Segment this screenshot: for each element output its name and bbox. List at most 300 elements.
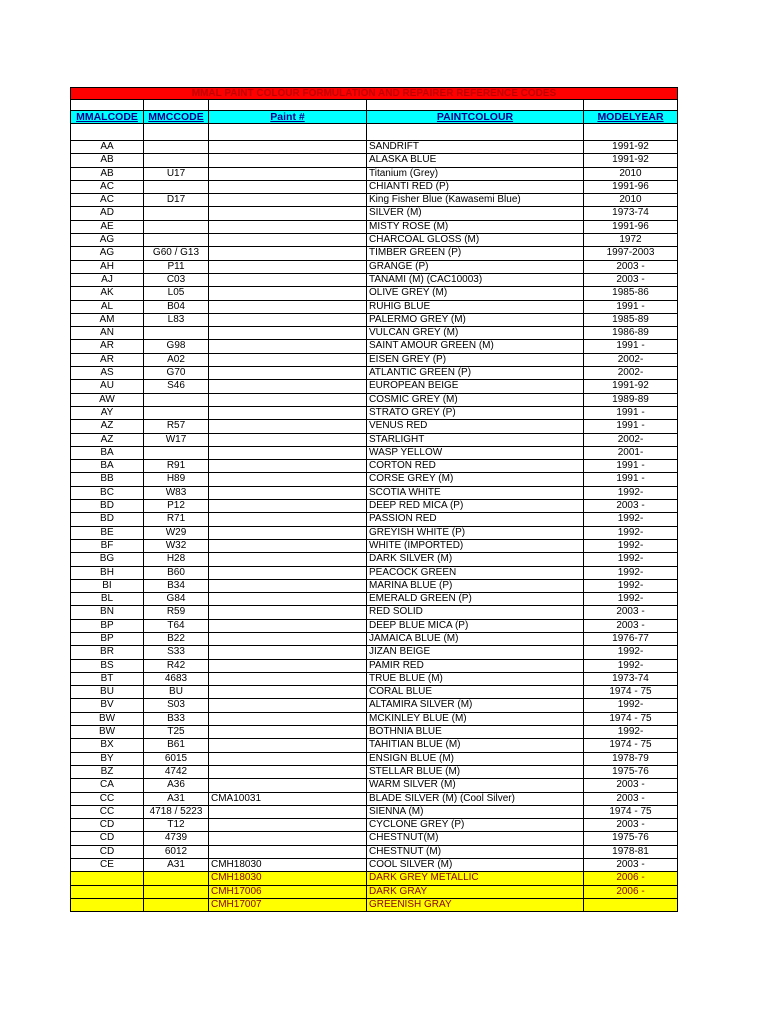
table-row [71, 340, 678, 353]
mmalcode-cell: BW [71, 726, 144, 739]
modelyear-cell: 1975-76 [584, 832, 678, 845]
modelyear-cell: 1992- [584, 486, 678, 499]
table-row [71, 805, 678, 818]
sheet-title: MMAL PAINT COLOUR FORMULATION AND REPAIRER REFERENCE CODES [71, 88, 678, 100]
table-row [71, 606, 678, 619]
table-row [71, 446, 678, 459]
modelyear-cell: 1973-74 [584, 672, 678, 685]
paintcolour-cell: DEEP BLUE MICA (P) [367, 619, 584, 632]
modelyear-cell: 1975-76 [584, 765, 678, 778]
modelyear-cell: 1976-77 [584, 632, 678, 645]
mmalcode-cell: BL [71, 593, 144, 606]
mmccode-cell: G60 / G13 [144, 247, 209, 260]
mmccode-cell: B61 [144, 739, 209, 752]
paintcolour-cell: COOL SILVER (M) [367, 859, 584, 872]
mmalcode-cell: AE [71, 220, 144, 233]
mmalcode-cell: CA [71, 779, 144, 792]
paintcolour-cell: TAHITIAN BLUE (M) [367, 739, 584, 752]
table-row [71, 313, 678, 326]
table-row [71, 739, 678, 752]
modelyear-cell: 1992- [584, 699, 678, 712]
paint-number-cell [209, 765, 367, 778]
paintcolour-cell: DARK GREY METALLIC [367, 872, 584, 885]
table-row [71, 287, 678, 300]
paint-number-cell [209, 632, 367, 645]
paint-number-cell [209, 194, 367, 207]
paintcolour-cell: CHIANTI RED (P) [367, 180, 584, 193]
mmccode-cell: P12 [144, 500, 209, 513]
modelyear-cell: 1992- [584, 593, 678, 606]
modelyear-cell: 1974 - 75 [584, 712, 678, 725]
paintcolour-cell: SIENNA (M) [367, 805, 584, 818]
table-row [71, 473, 678, 486]
mmccode-cell: D17 [144, 194, 209, 207]
modelyear-cell: 1992- [584, 553, 678, 566]
paint-number-cell [209, 726, 367, 739]
paintcolour-cell: Titanium (Grey) [367, 167, 584, 180]
modelyear-cell: 1985-89 [584, 313, 678, 326]
table-row [71, 154, 678, 167]
mmalcode-cell: AB [71, 167, 144, 180]
modelyear-cell: 2003 - [584, 779, 678, 792]
mmccode-cell: W17 [144, 433, 209, 446]
mmccode-cell: G98 [144, 340, 209, 353]
paint-number-cell [209, 327, 367, 340]
paint-number-cell [209, 659, 367, 672]
modelyear-cell: 2003 - [584, 260, 678, 273]
paint-number-cell [209, 805, 367, 818]
table-row [71, 712, 678, 725]
mmalcode-cell: BP [71, 632, 144, 645]
mmalcode-cell: AR [71, 340, 144, 353]
paintcolour-cell: ALASKA BLUE [367, 154, 584, 167]
paint-number-cell [209, 686, 367, 699]
mmalcode-cell: BI [71, 579, 144, 592]
paint-number-cell [209, 526, 367, 539]
table-row [71, 539, 678, 552]
paintcolour-cell: SILVER (M) [367, 207, 584, 220]
table-row [71, 180, 678, 193]
mmalcode-cell: BW [71, 712, 144, 725]
mmccode-cell: R42 [144, 659, 209, 672]
mmalcode-cell: CE [71, 859, 144, 872]
mmalcode-cell: AK [71, 287, 144, 300]
paintcolour-cell: OLIVE GREY (M) [367, 287, 584, 300]
paint-number-cell [209, 739, 367, 752]
table-row [71, 832, 678, 845]
mmccode-cell: 6015 [144, 752, 209, 765]
mmccode-cell [144, 872, 209, 885]
paintcolour-cell: SANDRIFT [367, 141, 584, 154]
mmalcode-cell: BA [71, 446, 144, 459]
paintcolour-cell: SAINT AMOUR GREEN (M) [367, 340, 584, 353]
modelyear-cell: 1992- [584, 726, 678, 739]
mmalcode-cell: CD [71, 832, 144, 845]
paint-number-cell [209, 832, 367, 845]
paint-number-cell [209, 446, 367, 459]
mmalcode-cell: BZ [71, 765, 144, 778]
mmccode-cell: B60 [144, 566, 209, 579]
modelyear-cell: 1974 - 75 [584, 686, 678, 699]
table-row [71, 513, 678, 526]
header-modelyear: MODELYEAR [584, 111, 678, 124]
modelyear-cell: 1991-96 [584, 180, 678, 193]
mmalcode-cell: BD [71, 513, 144, 526]
table-row [71, 859, 678, 872]
mmalcode-cell [71, 898, 144, 911]
paintcolour-cell: MISTY ROSE (M) [367, 220, 584, 233]
highlighted-row [71, 872, 678, 885]
header-mmccode: MMCCODE [144, 111, 209, 124]
paintcolour-cell: ENSIGN BLUE (M) [367, 752, 584, 765]
blank-row [71, 124, 678, 141]
mmalcode-cell: BX [71, 739, 144, 752]
table-row [71, 752, 678, 765]
mmalcode-cell: BH [71, 566, 144, 579]
mmalcode-cell: CC [71, 805, 144, 818]
paintcolour-cell: GREENISH GRAY [367, 898, 584, 911]
table-row [71, 526, 678, 539]
paintcolour-cell: CORTON RED [367, 460, 584, 473]
table-row [71, 300, 678, 313]
highlighted-row [71, 885, 678, 898]
modelyear-cell: 2003 - [584, 619, 678, 632]
paint-number-cell [209, 313, 367, 326]
paint-number-cell [209, 247, 367, 260]
paintcolour-cell: CORAL BLUE [367, 686, 584, 699]
paint-number-cell [209, 500, 367, 513]
paint-number-cell: CMH18030 [209, 872, 367, 885]
modelyear-cell: 1974 - 75 [584, 805, 678, 818]
paint-number-cell [209, 513, 367, 526]
mmccode-cell: T64 [144, 619, 209, 632]
table-row [71, 659, 678, 672]
paintcolour-cell: SCOTIA WHITE [367, 486, 584, 499]
paintcolour-cell: WHITE (IMPORTED) [367, 539, 584, 552]
paint-number-cell [209, 141, 367, 154]
modelyear-cell: 1992- [584, 526, 678, 539]
paint-number-cell [209, 393, 367, 406]
header-row [71, 111, 678, 124]
paintcolour-cell: RUHIG BLUE [367, 300, 584, 313]
modelyear-cell: 2003 - [584, 606, 678, 619]
table-row [71, 619, 678, 632]
paintcolour-cell: STARLIGHT [367, 433, 584, 446]
mmccode-cell: A36 [144, 779, 209, 792]
mmccode-cell [144, 207, 209, 220]
table-row [71, 779, 678, 792]
modelyear-cell: 2003 - [584, 819, 678, 832]
paintcolour-cell: STELLAR BLUE (M) [367, 765, 584, 778]
mmccode-cell [144, 220, 209, 233]
table-row [71, 327, 678, 340]
mmalcode-cell: AW [71, 393, 144, 406]
mmccode-cell: W83 [144, 486, 209, 499]
mmccode-cell: R71 [144, 513, 209, 526]
paintcolour-cell: DARK GRAY [367, 885, 584, 898]
mmalcode-cell: CD [71, 819, 144, 832]
mmalcode-cell: BT [71, 672, 144, 685]
paint-number-cell [209, 154, 367, 167]
paintcolour-cell: CYCLONE GREY (P) [367, 819, 584, 832]
modelyear-cell: 2003 - [584, 273, 678, 286]
paint-number-cell [209, 273, 367, 286]
mmalcode-cell: BS [71, 659, 144, 672]
mmalcode-cell: AD [71, 207, 144, 220]
header-mmalcode: MMALCODE [71, 111, 144, 124]
modelyear-cell: 1991 - [584, 473, 678, 486]
paint-number-cell [209, 380, 367, 393]
table-row [71, 819, 678, 832]
table-row [71, 593, 678, 606]
mmccode-cell: H28 [144, 553, 209, 566]
mmccode-cell: B34 [144, 579, 209, 592]
paint-number-cell [209, 340, 367, 353]
paint-number-cell: CMH17007 [209, 898, 367, 911]
mmalcode-cell: AR [71, 353, 144, 366]
mmalcode-cell: CC [71, 792, 144, 805]
modelyear-cell: 2002- [584, 367, 678, 380]
paint-number-cell [209, 367, 367, 380]
mmalcode-cell: AZ [71, 420, 144, 433]
mmalcode-cell: AN [71, 327, 144, 340]
modelyear-cell: 1992- [584, 539, 678, 552]
mmccode-cell: G84 [144, 593, 209, 606]
mmccode-cell: 6012 [144, 845, 209, 858]
table-row [71, 486, 678, 499]
table-row [71, 393, 678, 406]
mmccode-cell: R57 [144, 420, 209, 433]
mmccode-cell: L05 [144, 287, 209, 300]
table-row [71, 566, 678, 579]
paintcolour-cell: MARINA BLUE (P) [367, 579, 584, 592]
paintcolour-cell: WARM SILVER (M) [367, 779, 584, 792]
mmalcode-cell: AC [71, 194, 144, 207]
mmalcode-cell: AU [71, 380, 144, 393]
mmccode-cell [144, 406, 209, 419]
table-row [71, 646, 678, 659]
paintcolour-cell: CHESTNUT(M) [367, 832, 584, 845]
modelyear-cell: 2006 - [584, 885, 678, 898]
paintcolour-cell: CHESTNUT (M) [367, 845, 584, 858]
table-row [71, 167, 678, 180]
modelyear-cell: 1992- [584, 659, 678, 672]
paintcolour-cell: GREYISH WHITE (P) [367, 526, 584, 539]
modelyear-cell: 1992- [584, 566, 678, 579]
paintcolour-cell: PAMIR RED [367, 659, 584, 672]
modelyear-cell: 1997-2003 [584, 247, 678, 260]
mmccode-cell [144, 234, 209, 247]
modelyear-cell: 1991-92 [584, 380, 678, 393]
mmccode-cell: S03 [144, 699, 209, 712]
modelyear-cell: 2003 - [584, 859, 678, 872]
modelyear-cell: 2003 - [584, 500, 678, 513]
paint-number-cell [209, 566, 367, 579]
paint-number-cell [209, 619, 367, 632]
modelyear-cell: 2003 - [584, 792, 678, 805]
mmalcode-cell: BR [71, 646, 144, 659]
paint-code-table [70, 87, 678, 912]
mmalcode-cell [71, 885, 144, 898]
paintcolour-cell: VULCAN GREY (M) [367, 327, 584, 340]
paint-number-cell [209, 779, 367, 792]
paintcolour-cell: TIMBER GREEN (P) [367, 247, 584, 260]
table-row [71, 406, 678, 419]
paint-number-cell [209, 699, 367, 712]
mmalcode-cell: BD [71, 500, 144, 513]
mmccode-cell: 4683 [144, 672, 209, 685]
modelyear-cell: 2006 - [584, 872, 678, 885]
mmccode-cell: T25 [144, 726, 209, 739]
paintcolour-cell: EUROPEAN BEIGE [367, 380, 584, 393]
paint-number-cell [209, 553, 367, 566]
mmccode-cell [144, 393, 209, 406]
modelyear-cell: 1974 - 75 [584, 739, 678, 752]
mmalcode-cell: AB [71, 154, 144, 167]
paintcolour-cell: WASP YELLOW [367, 446, 584, 459]
mmalcode-cell: AG [71, 247, 144, 260]
table-row [71, 420, 678, 433]
modelyear-cell: 1991 - [584, 300, 678, 313]
paint-number-cell [209, 433, 367, 446]
paintcolour-cell: STRATO GREY (P) [367, 406, 584, 419]
mmalcode-cell: AL [71, 300, 144, 313]
mmalcode-cell: BF [71, 539, 144, 552]
paintcolour-cell: EMERALD GREEN (P) [367, 593, 584, 606]
table-row [71, 672, 678, 685]
paint-number-cell [209, 180, 367, 193]
paintcolour-cell: GRANGE (P) [367, 260, 584, 273]
paintcolour-cell: MCKINLEY BLUE (M) [367, 712, 584, 725]
mmalcode-cell: BN [71, 606, 144, 619]
table-row [71, 220, 678, 233]
paintcolour-cell: EISEN GREY (P) [367, 353, 584, 366]
mmalcode-cell: BC [71, 486, 144, 499]
mmalcode-cell: AG [71, 234, 144, 247]
modelyear-cell: 1991 - [584, 406, 678, 419]
mmalcode-cell: CD [71, 845, 144, 858]
mmccode-cell [144, 141, 209, 154]
mmalcode-cell [71, 872, 144, 885]
modelyear-cell: 1992- [584, 646, 678, 659]
paintcolour-cell: TANAMI (M) (CAC10003) [367, 273, 584, 286]
mmccode-cell: W29 [144, 526, 209, 539]
table-row [71, 699, 678, 712]
modelyear-cell: 2002- [584, 433, 678, 446]
paintcolour-cell: King Fisher Blue (Kawasemi Blue) [367, 194, 584, 207]
highlighted-row [71, 898, 678, 911]
paintcolour-cell: CORSE GREY (M) [367, 473, 584, 486]
paint-number-cell [209, 606, 367, 619]
paint-number-cell [209, 300, 367, 313]
paint-number-cell [209, 420, 367, 433]
paint-number-cell [209, 473, 367, 486]
table-row [71, 765, 678, 778]
paintcolour-cell: ALTAMIRA SILVER (M) [367, 699, 584, 712]
mmccode-cell [144, 154, 209, 167]
modelyear-cell: 1991 - [584, 340, 678, 353]
table-row [71, 367, 678, 380]
mmalcode-cell: AS [71, 367, 144, 380]
mmccode-cell [144, 885, 209, 898]
mmccode-cell: G70 [144, 367, 209, 380]
table-row [71, 726, 678, 739]
paint-number-cell [209, 579, 367, 592]
table-row [71, 433, 678, 446]
mmccode-cell: B22 [144, 632, 209, 645]
modelyear-cell: 1991 - [584, 460, 678, 473]
mmccode-cell: W32 [144, 539, 209, 552]
table-row [71, 632, 678, 645]
paint-number-cell: CMH17006 [209, 885, 367, 898]
title-row [71, 88, 678, 100]
paint-number-cell [209, 406, 367, 419]
mmccode-cell [144, 327, 209, 340]
paintcolour-cell: BOTHNIA BLUE [367, 726, 584, 739]
paint-number-cell [209, 260, 367, 273]
mmalcode-cell: BA [71, 460, 144, 473]
paintcolour-cell: ATLANTIC GREEN (P) [367, 367, 584, 380]
paintcolour-cell: CHARCOAL GLOSS (M) [367, 234, 584, 247]
table-row [71, 845, 678, 858]
modelyear-cell: 1991 - [584, 420, 678, 433]
paint-number-cell [209, 353, 367, 366]
mmalcode-cell: AA [71, 141, 144, 154]
table-row [71, 686, 678, 699]
paintcolour-cell: PALERMO GREY (M) [367, 313, 584, 326]
modelyear-cell: 1978-81 [584, 845, 678, 858]
mmalcode-cell: BU [71, 686, 144, 699]
modelyear-cell: 1985-86 [584, 287, 678, 300]
paint-number-cell [209, 220, 367, 233]
mmccode-cell: 4739 [144, 832, 209, 845]
paint-number-cell [209, 486, 367, 499]
mmalcode-cell: BG [71, 553, 144, 566]
modelyear-cell: 1992- [584, 513, 678, 526]
paint-number-cell [209, 287, 367, 300]
paint-number-cell [209, 646, 367, 659]
mmalcode-cell: BE [71, 526, 144, 539]
mmalcode-cell: AY [71, 406, 144, 419]
mmalcode-cell: BV [71, 699, 144, 712]
mmccode-cell: A02 [144, 353, 209, 366]
table-row [71, 500, 678, 513]
paintcolour-cell: PEACOCK GREEN [367, 566, 584, 579]
modelyear-cell: 1992- [584, 579, 678, 592]
modelyear-cell: 1973-74 [584, 207, 678, 220]
paint-number-cell [209, 712, 367, 725]
modelyear-cell [584, 898, 678, 911]
mmccode-cell: H89 [144, 473, 209, 486]
mmccode-cell: T12 [144, 819, 209, 832]
mmccode-cell [144, 180, 209, 193]
table-row [71, 141, 678, 154]
mmalcode-cell: AM [71, 313, 144, 326]
mmccode-cell: S46 [144, 380, 209, 393]
paint-number-cell [209, 234, 367, 247]
mmalcode-cell: AJ [71, 273, 144, 286]
paintcolour-cell: VENUS RED [367, 420, 584, 433]
modelyear-cell: 1989-89 [584, 393, 678, 406]
paint-number-cell [209, 207, 367, 220]
table-row [71, 234, 678, 247]
header-paintcolour: PAINTCOLOUR [367, 111, 584, 124]
mmccode-cell: B33 [144, 712, 209, 725]
modelyear-cell: 2010 [584, 167, 678, 180]
modelyear-cell: 1991-92 [584, 141, 678, 154]
paint-number-cell [209, 819, 367, 832]
mmccode-cell: 4742 [144, 765, 209, 778]
